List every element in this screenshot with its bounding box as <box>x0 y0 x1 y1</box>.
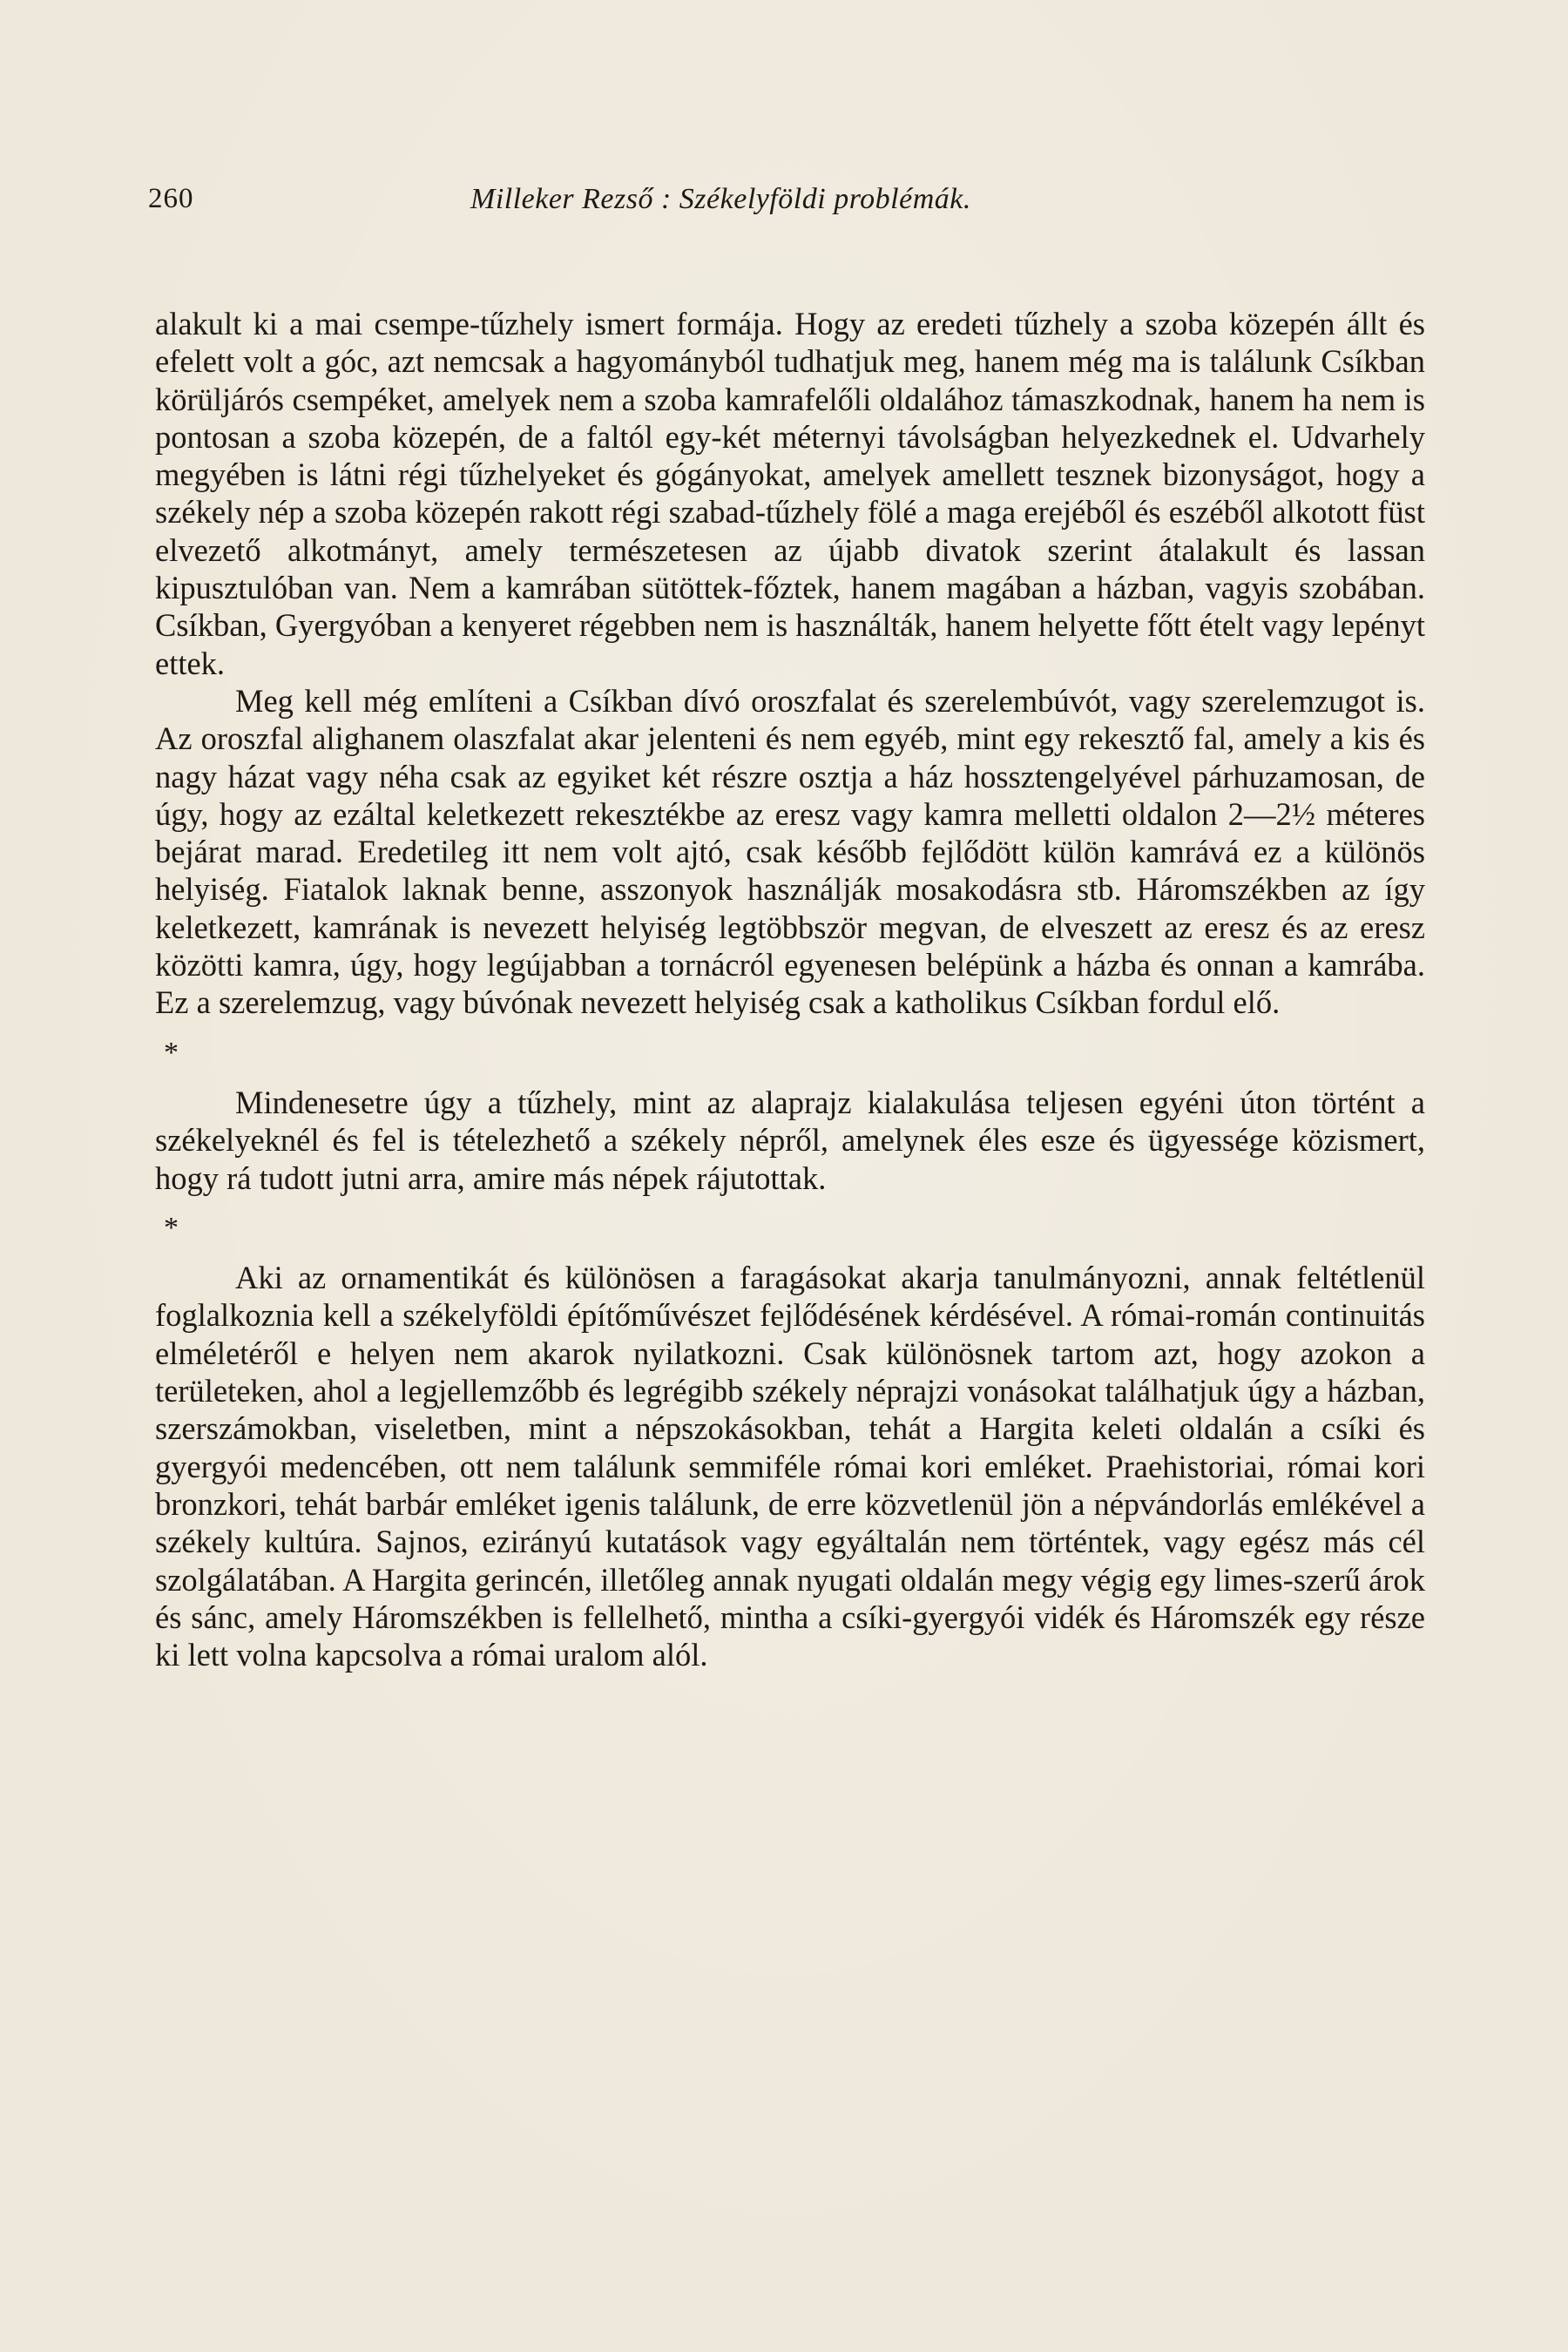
section-separator-1: * <box>164 1036 179 1069</box>
page-number: 260 <box>148 183 194 214</box>
page-header <box>148 183 1420 218</box>
paragraph-3: Mindenesetre úgy a tűzhely, mint az alaprajz kialakulása teljesen egyéni úton történt a székelyeknél és fel is tételezhető a székely népről, amelynek éles esze és ügyessége közismert, hogy rá tudott jutni arra, amire más népek rájutottak. <box>155 1084 1425 1196</box>
body-text <box>155 305 1425 1673</box>
paragraph-2: Meg kell még említeni a Csíkban dívó oroszfalat és szerelembúvót, vagy szerelemzugot is. Az oroszfal alighanem olaszfalat akar jelenteni és nem egyéb, mint egy rekesztő fal, amely a kis és nagy házat vagy néha csak az egyiket két részre osztja a ház hossztengelyével párhuzamosan, de úgy, hogy az ezáltal keletkezett rekesztékbe az eresz vagy kamra melletti oldalon 2—2½ méteres bejárat marad. Eredetileg itt nem volt ajtó, csak később fejlődött külön kamrává ez a különös helyiség. Fiatalok laknak benne, asszonyok használják mosakodásra stb. Háromszékben az így keletkezett, kamrának is nevezett helyiség legtöbbször megvan, de elveszett az eresz és az eresz közötti kamra, úgy, hogy legújabban a tornácról egyenesen belépünk a házba és onnan a kamrába. Ez a szerelemzug, vagy búvónak nevezett helyiség csak a katholikus Csíkban fordul elő. <box>155 682 1425 1021</box>
paragraph-4: Aki az ornamentikát és különösen a faragásokat akarja tanulmányozni, annak feltétlenül foglalkoznia kell a székelyföldi építőművészet fejlődésének kérdésével. A római-román continuitás elméletéről e helyen nem akarok nyilatkozni. Csak különösnek tartom azt, hogy azokon a területeken, ahol a legjellemzőbb és legrégibb székely néprajzi vonásokat találhatjuk úgy a házban, szerszámokban, viseletben, mint a népszokásokban, tehát a Hargita keleti oldalán a csíki és gyergyói medencében, ott nem találunk semmiféle római kori emléket. Praehistoriai, római kori bronzkori, tehát barbár emléket igenis találunk, de erre közvetlenül jön a népvándorlás emlékével a székely kultúra. Sajnos, ezirányú kutatások vagy egyáltalán nem történtek, vagy egész más cél szolgálatában. A Hargita gerincén, illetőleg annak nyugati oldalán megy végig egy limes-szerű árok és sánc, amely Háromszékben is fellelhető, mintha a csíki-gyergyói vidék és Háromszék egy része ki lett volna kapcsolva a római uralom alól. <box>155 1260 1425 1673</box>
paragraph-1: alakult ki a mai csempe-tűzhely ismert formája. Hogy az eredeti tűzhely a szoba közepén állt és efelett volt a góc, azt nemcsak a hagyományból tudhatjuk meg, hanem még ma is találunk Csíkban körüljárós csempéket, amelyek nem a szoba kamrafelőli oldalához támaszkodnak, hanem ha nem is pontosan a szoba közepén, de a faltól egy-két méternyi távolságban helyezkednek el. Udvarhely megyében is látni régi tűzhelyeket és gógányokat, amelyek amellett tesznek bizonyságot, hogy a székely nép a szoba közepén rakott régi szabad-tűzhely fölé a maga erejéből és eszéből alkotott füst elvezető alkotmányt, amely természetesen az újabb divatok szerint átalakult és lassan kipusztulóban van. Nem a kamrában sütöttek-főztek, hanem magában a házban, vagyis szobában. Csíkban, Gyergyóban a kenyeret régebben nem is használták, hanem helyette főtt ételt vagy lepényt ettek. <box>155 306 1425 681</box>
section-separator-2: * <box>164 1211 179 1244</box>
running-head: Milleker Rezső : Székelyföldi problémák. <box>470 183 971 215</box>
